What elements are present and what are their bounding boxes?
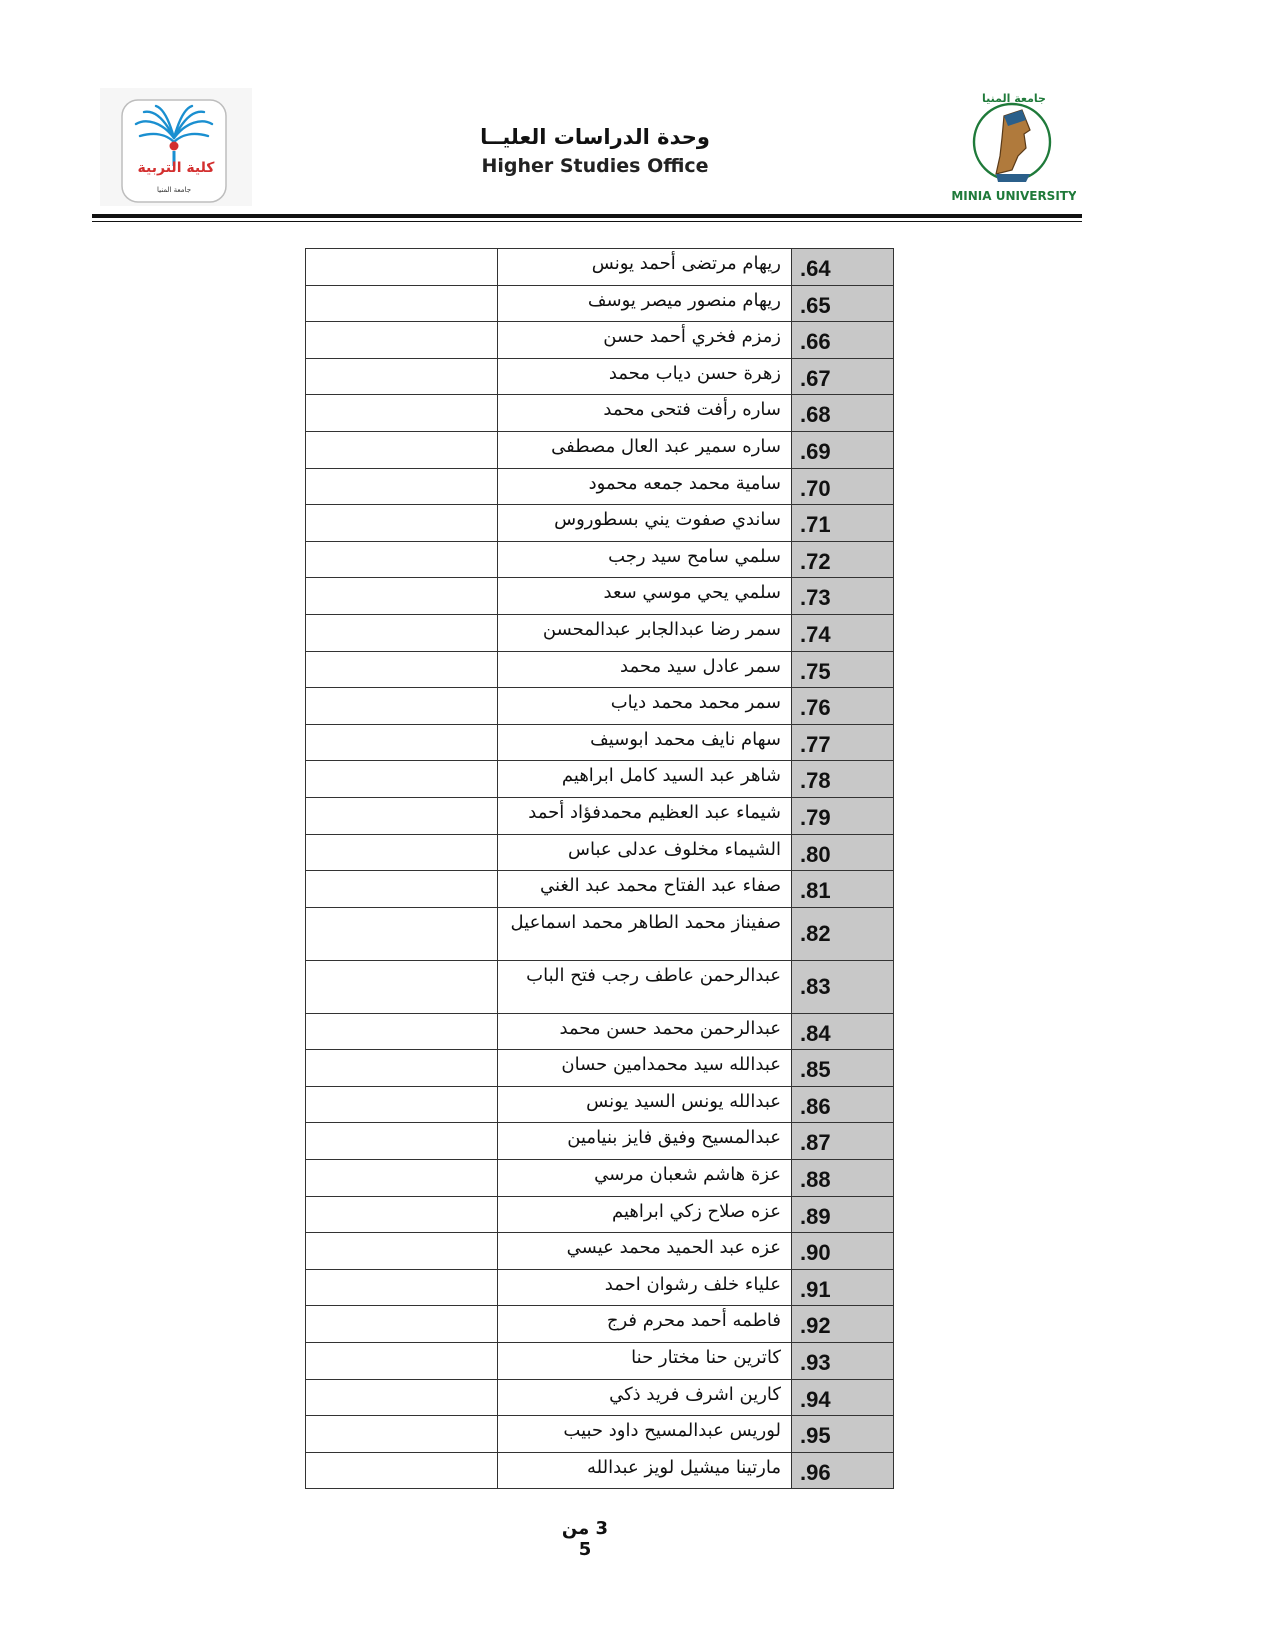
row-number: .68 bbox=[792, 395, 894, 432]
table-row bbox=[306, 1160, 894, 1197]
student-name: عزه صلاح زكي ابراهيم bbox=[498, 1196, 792, 1233]
blank-cell bbox=[306, 1452, 498, 1489]
table-row bbox=[306, 1050, 894, 1087]
row-number: .89 bbox=[792, 1196, 894, 1233]
row-number: .91 bbox=[792, 1269, 894, 1306]
row-number: .71 bbox=[792, 505, 894, 542]
row-number: .96 bbox=[792, 1452, 894, 1489]
blank-cell bbox=[306, 724, 498, 761]
blank-cell bbox=[306, 578, 498, 615]
blank-cell bbox=[306, 797, 498, 834]
table-row bbox=[306, 761, 894, 798]
student-name: كارين اشرف فريد ذكي bbox=[498, 1379, 792, 1416]
table-row bbox=[306, 322, 894, 359]
blank-cell bbox=[306, 1343, 498, 1380]
table-row bbox=[306, 834, 894, 871]
table-row bbox=[306, 1343, 894, 1380]
row-number: .84 bbox=[792, 1013, 894, 1050]
row-number: .64 bbox=[792, 249, 894, 286]
row-number: .80 bbox=[792, 834, 894, 871]
student-name: ساره سمير عبد العال مصطفى bbox=[498, 431, 792, 468]
blank-cell bbox=[306, 1050, 498, 1087]
table-row bbox=[306, 651, 894, 688]
blank-cell bbox=[306, 1123, 498, 1160]
faculty-of-education-logo bbox=[100, 88, 252, 206]
blank-cell bbox=[306, 907, 498, 960]
student-name: زهرة حسن دياب محمد bbox=[498, 358, 792, 395]
student-name: سامية محمد جمعه محمود bbox=[498, 468, 792, 505]
row-number: .67 bbox=[792, 358, 894, 395]
table-row bbox=[306, 724, 894, 761]
row-number: .70 bbox=[792, 468, 894, 505]
table-row bbox=[306, 1086, 894, 1123]
table-row bbox=[306, 358, 894, 395]
student-name: سمر رضا عبدالجابر عبدالمحسن bbox=[498, 614, 792, 651]
student-name: ساره رأفت فتحى محمد bbox=[498, 395, 792, 432]
row-number: .78 bbox=[792, 761, 894, 798]
row-number: .65 bbox=[792, 285, 894, 322]
blank-cell bbox=[306, 1160, 498, 1197]
blank-cell bbox=[306, 761, 498, 798]
student-name: علياء خلف رشوان احمد bbox=[498, 1269, 792, 1306]
blank-cell bbox=[306, 1416, 498, 1453]
student-name: ساندي صفوت يني بسطوروس bbox=[498, 505, 792, 542]
row-number: .88 bbox=[792, 1160, 894, 1197]
blank-cell bbox=[306, 834, 498, 871]
blank-cell bbox=[306, 468, 498, 505]
logo-right-arc-text: جامعة المنيا bbox=[982, 92, 1046, 105]
table-row bbox=[306, 871, 894, 908]
blank-cell bbox=[306, 505, 498, 542]
names-table bbox=[305, 248, 894, 1489]
row-number: .82 bbox=[792, 907, 894, 960]
table-row bbox=[306, 431, 894, 468]
table-row bbox=[306, 249, 894, 286]
table-row bbox=[306, 614, 894, 651]
names-table-body bbox=[306, 249, 894, 1489]
student-name: سلمي يحي موسي سعد bbox=[498, 578, 792, 615]
logo-left-text: كلية التربية bbox=[137, 160, 215, 176]
row-number: .75 bbox=[792, 651, 894, 688]
logo-right-text: MINIA UNIVERSITY bbox=[952, 189, 1076, 203]
row-number: .85 bbox=[792, 1050, 894, 1087]
row-number: .66 bbox=[792, 322, 894, 359]
blank-cell bbox=[306, 1306, 498, 1343]
blank-cell bbox=[306, 871, 498, 908]
blank-cell bbox=[306, 1379, 498, 1416]
table-row bbox=[306, 1196, 894, 1233]
row-number: .95 bbox=[792, 1416, 894, 1453]
blank-cell bbox=[306, 358, 498, 395]
table-row bbox=[306, 1379, 894, 1416]
student-name: سمر محمد محمد دياب bbox=[498, 688, 792, 725]
blank-cell bbox=[306, 1269, 498, 1306]
blank-cell bbox=[306, 960, 498, 1013]
table-row bbox=[306, 395, 894, 432]
table-row bbox=[306, 1013, 894, 1050]
page-number: 3 من 5 bbox=[561, 1518, 609, 1560]
table-row bbox=[306, 541, 894, 578]
office-title-english: Higher Studies Office bbox=[481, 155, 709, 177]
row-number: .90 bbox=[792, 1233, 894, 1270]
student-name: صفيناز محمد الطاهر محمد اسماعيل bbox=[498, 907, 792, 960]
student-name: ريهام منصور ميصر يوسف bbox=[498, 285, 792, 322]
blank-cell bbox=[306, 395, 498, 432]
blank-cell bbox=[306, 614, 498, 651]
row-number: .74 bbox=[792, 614, 894, 651]
table-row bbox=[306, 1233, 894, 1270]
student-name: مارتينا ميشيل لويز عبدالله bbox=[498, 1452, 792, 1489]
blank-cell bbox=[306, 541, 498, 578]
blank-cell bbox=[306, 651, 498, 688]
student-name: كاترين حنا مختار حنا bbox=[498, 1343, 792, 1380]
row-number: .93 bbox=[792, 1343, 894, 1380]
table-row bbox=[306, 688, 894, 725]
blank-cell bbox=[306, 1013, 498, 1050]
row-number: .79 bbox=[792, 797, 894, 834]
table-row bbox=[306, 1123, 894, 1160]
blank-cell bbox=[306, 1233, 498, 1270]
row-number: .92 bbox=[792, 1306, 894, 1343]
table-row bbox=[306, 578, 894, 615]
row-number: .81 bbox=[792, 871, 894, 908]
table-row bbox=[306, 907, 894, 960]
student-name: سهام نايف محمد ابوسيف bbox=[498, 724, 792, 761]
student-name: سلمي سامح سيد رجب bbox=[498, 541, 792, 578]
blank-cell bbox=[306, 431, 498, 468]
student-name: عبدالرحمن عاطف رجب فتح الباب bbox=[498, 960, 792, 1013]
blank-cell bbox=[306, 1196, 498, 1233]
row-number: .86 bbox=[792, 1086, 894, 1123]
student-name: الشيماء مخلوف عدلى عباس bbox=[498, 834, 792, 871]
student-name: عزة هاشم شعبان مرسي bbox=[498, 1160, 792, 1197]
table-row bbox=[306, 505, 894, 542]
blank-cell bbox=[306, 249, 498, 286]
row-number: .83 bbox=[792, 960, 894, 1013]
blank-cell bbox=[306, 688, 498, 725]
student-name: ريهام مرتضى أحمد يونس bbox=[498, 249, 792, 286]
row-number: .73 bbox=[792, 578, 894, 615]
row-number: .87 bbox=[792, 1123, 894, 1160]
table-row bbox=[306, 285, 894, 322]
office-title-arabic: وحدة الدراسات العليــا bbox=[480, 125, 710, 149]
student-name: فاطمه أحمد محرم فرج bbox=[498, 1306, 792, 1343]
row-number: .94 bbox=[792, 1379, 894, 1416]
row-number: .76 bbox=[792, 688, 894, 725]
header-divider-thin bbox=[92, 221, 1082, 222]
student-name: لوريس عبدالمسيح داود حبيب bbox=[498, 1416, 792, 1453]
student-name: عزه عبد الحميد محمد عيسي bbox=[498, 1233, 792, 1270]
minia-university-logo bbox=[952, 86, 1076, 210]
table-row bbox=[306, 468, 894, 505]
student-name: سمر عادل سيد محمد bbox=[498, 651, 792, 688]
header-titles bbox=[450, 122, 740, 180]
student-name: عبدالله يونس السيد يونس bbox=[498, 1086, 792, 1123]
blank-cell bbox=[306, 322, 498, 359]
student-name: عبدالمسيح وفيق فايز بنيامين bbox=[498, 1123, 792, 1160]
student-name: صفاء عبد الفتاح محمد عبد الغني bbox=[498, 871, 792, 908]
student-name: عبدالله سيد محمدامين حسان bbox=[498, 1050, 792, 1087]
row-number: .69 bbox=[792, 431, 894, 468]
table-row bbox=[306, 1269, 894, 1306]
row-number: .77 bbox=[792, 724, 894, 761]
student-name: زمزم فخري أحمد حسن bbox=[498, 322, 792, 359]
row-number: .72 bbox=[792, 541, 894, 578]
header-divider-thick bbox=[92, 214, 1082, 218]
student-name: عبدالرحمن محمد حسن محمد bbox=[498, 1013, 792, 1050]
blank-cell bbox=[306, 1086, 498, 1123]
student-name: شاهر عبد السيد كامل ابراهيم bbox=[498, 761, 792, 798]
table-row bbox=[306, 1306, 894, 1343]
table-row bbox=[306, 960, 894, 1013]
table-row bbox=[306, 1452, 894, 1489]
table-row bbox=[306, 797, 894, 834]
blank-cell bbox=[306, 285, 498, 322]
logo-left-subtext: جامعة المنيا bbox=[156, 186, 192, 194]
table-row bbox=[306, 1416, 894, 1453]
student-name: شيماء عبد العظيم محمدفؤاد أحمد bbox=[498, 797, 792, 834]
